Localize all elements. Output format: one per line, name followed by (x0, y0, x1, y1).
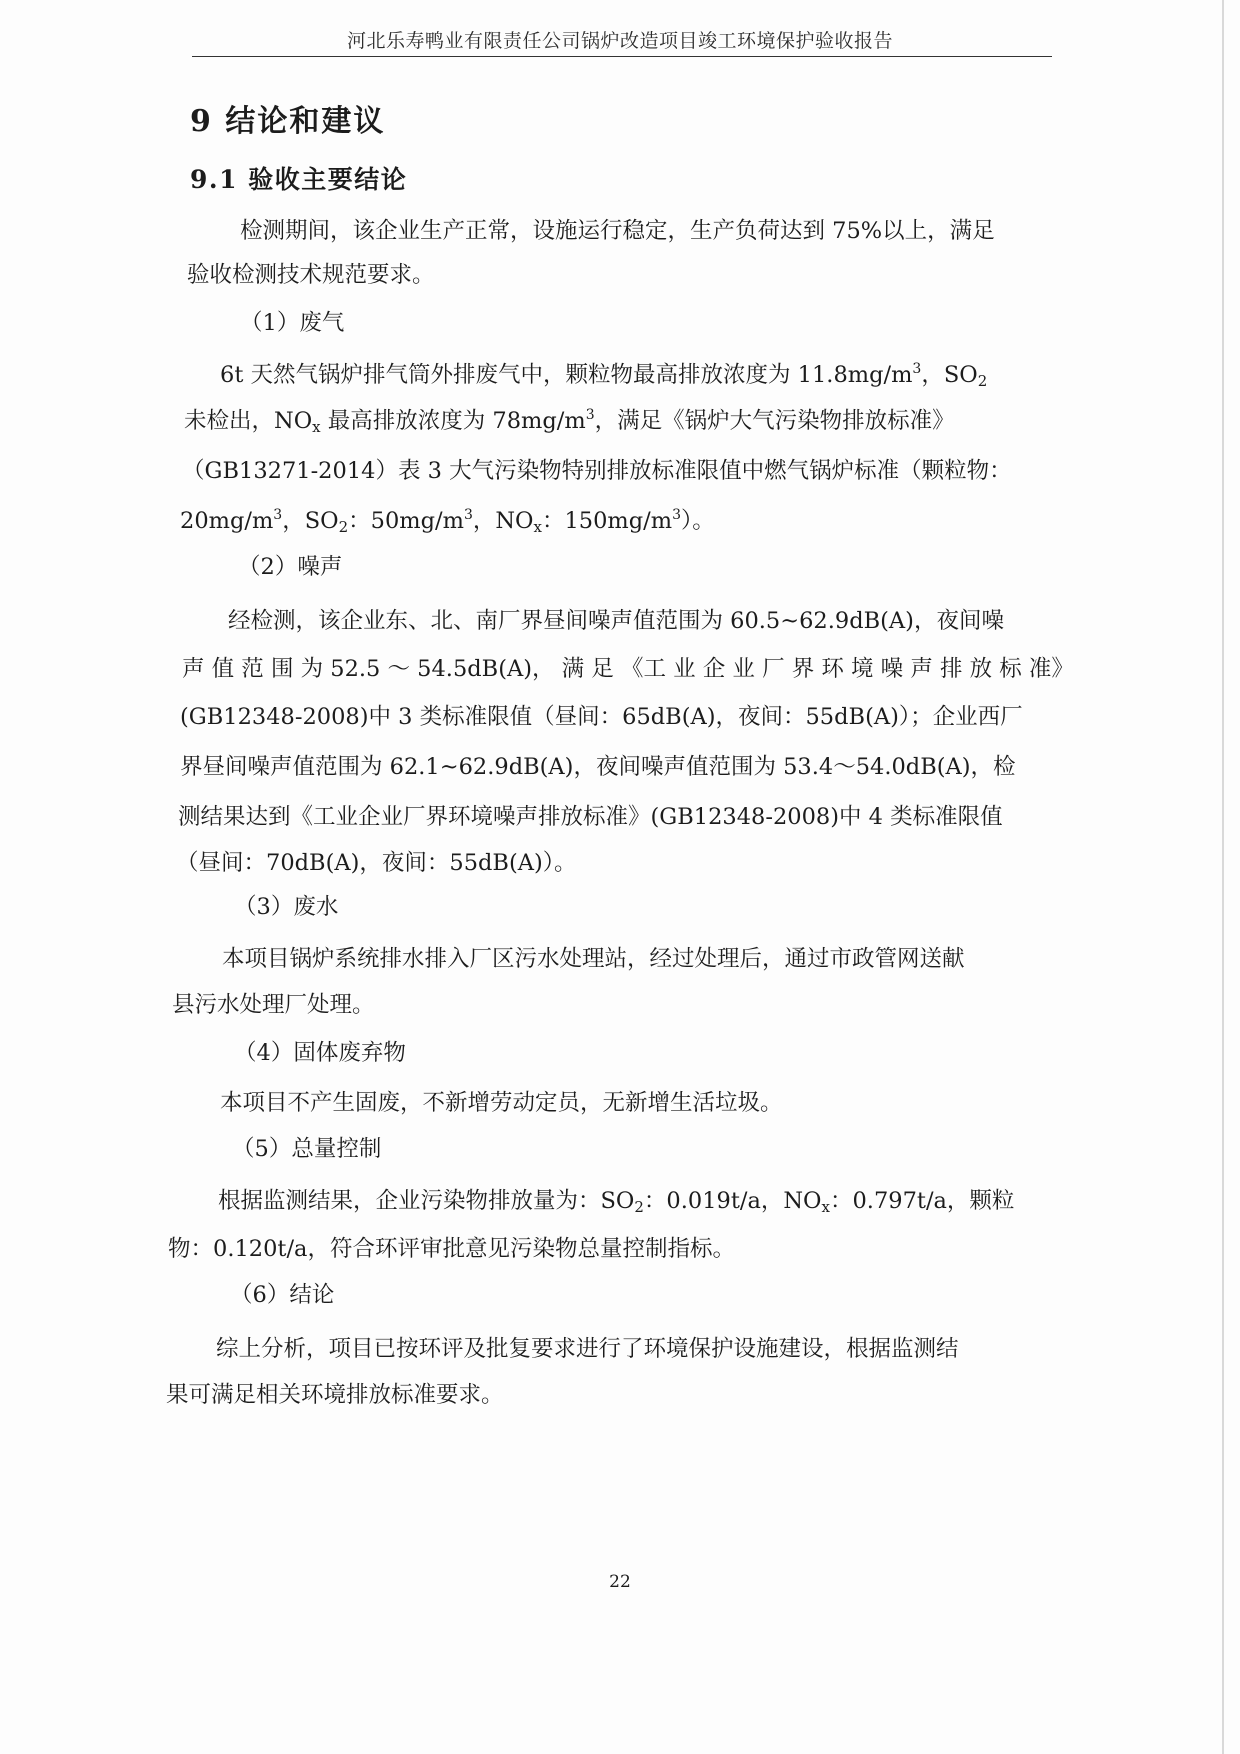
noise-line-5: 测结果达到《工业企业厂界环境噪声排放标准》(GB12348-2008)中 4 类标准限值 (178, 804, 1003, 830)
page-number: 22 (609, 1572, 631, 1592)
noise-label: （2）噪声 (238, 554, 343, 580)
total-control-label: （5）总量控制 (232, 1136, 382, 1162)
exhaust-line-3: （GB13271-2014）表 3 大气污染物特别排放标准限值中燃气锅炉标准（颗粒物： (182, 458, 1012, 484)
noise-line-2: 声 值 范 围 为 52.5 ～ 54.5dB(A)， 满 足 《工 业 企 业 厂 界 环 境 噪 声 排 放 标 准》 (182, 656, 1074, 682)
solid-waste-line-1: 本项目不产生固废，不新增劳动定员，无新增生活垃圾。 (220, 1090, 783, 1116)
intro-line-2: 验收检测技术规范要求。 (187, 262, 435, 288)
exhaust-line-1: 6t 天然气锅炉排气筒外排废气中，颗粒物最高排放浓度为 $11.8mg/m^3$，$SO_2$ (220, 361, 988, 390)
exhaust-line-4: $20mg/m^3$，$SO_2$：$50mg/m^3$，$NO_x$：$150mg/m^3$）。 (180, 507, 715, 536)
conclusion-line-2: 果可满足相关环境排放标准要求。 (166, 1382, 504, 1408)
conclusion-label: （6）结论 (230, 1282, 335, 1308)
wastewater-line-2: 县污水处理厂处理。 (172, 992, 375, 1018)
wastewater-label: （3）废水 (234, 894, 339, 920)
running-header: 河北乐寿鸭业有限责任公司锅炉改造项目竣工环境保护验收报告 (346, 30, 893, 52)
section-heading: 9.1 验收主要结论 (190, 165, 408, 194)
noise-line-3: (GB12348-2008)中 3 类标准限值（昼间：65dB(A)，夜间：55dB(A)）；企业西厂 (180, 704, 1023, 730)
scan-edge-line (1222, 0, 1224, 1754)
noise-line-4: 界昼间噪声值范围为 62.1~62.9dB(A)，夜间噪声值范围为 53.4～54.0dB(A)，检 (180, 754, 1016, 780)
header-rule (192, 56, 1052, 57)
total-control-line-1: 根据监测结果，企业污染物排放量为：$SO_2$：0.019t/a，$NO_x$：0.797t/a，颗粒 (218, 1188, 1015, 1216)
exhaust-line-2: 未检出，$NO_x$ 最高排放浓度为 $78mg/m^3$，满足《锅炉大气污染物排放标准》 (184, 407, 955, 436)
solid-waste-label: （4）固体废弃物 (234, 1040, 406, 1066)
exhaust-label: （1）废气 (240, 310, 345, 336)
noise-line-1: 经检测，该企业东、北、南厂界昼间噪声值范围为 60.5~62.9dB(A)，夜间噪 (228, 608, 1004, 634)
chapter-heading: 9 结论和建议 (190, 104, 386, 139)
intro-line-1: 检测期间，该企业生产正常，设施运行稳定，生产负荷达到 75%以上，满足 (240, 218, 995, 244)
conclusion-line-1: 综上分析，项目已按环评及批复要求进行了环境保护设施建设，根据监测结 (216, 1336, 959, 1362)
wastewater-line-1: 本项目锅炉系统排水排入厂区污水处理站，经过处理后，通过市政管网送献 (222, 946, 965, 972)
noise-line-6: （昼间：70dB(A)，夜间：55dB(A)）。 (176, 850, 577, 876)
total-control-line-2: 物：0.120t/a，符合环评审批意见污染物总量控制指标。 (168, 1236, 735, 1262)
